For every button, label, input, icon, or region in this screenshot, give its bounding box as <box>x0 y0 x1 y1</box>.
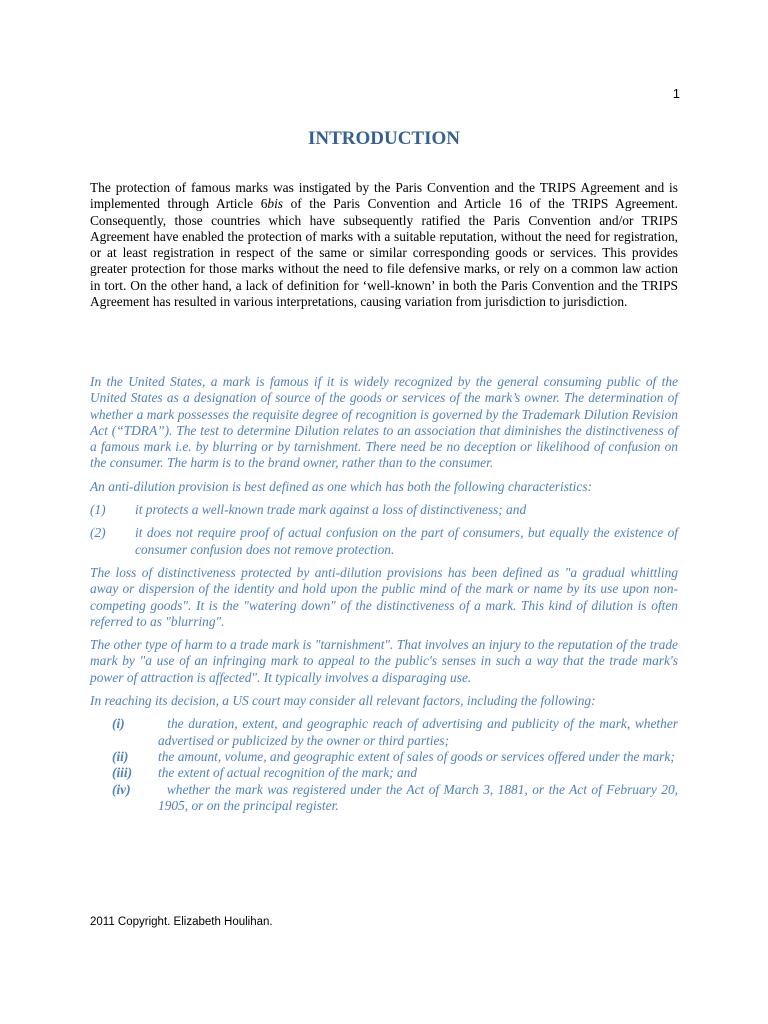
factor-item <box>90 765 678 781</box>
factor-item <box>90 781 682 815</box>
factor-number: (iii) <box>112 765 133 781</box>
factor-item <box>90 749 678 765</box>
intro-text-part2: of the Paris Convention and Article 16 of the TRIPS Agreement. Consequently, those countries which have subsequently ratified the Paris Convention and/or TRIPS Agreement have enabled the protection of marks with a suitable reputation, without the need for registration, or at least registration in respect of the same or similar corresponding goods or services. This provides greater protection for those marks without the need to file defensive marks, or rely on a common law action in tort. On the other hand, a lack of definition for ‘well-known’ in both the Paris Convention and the TRIPS Agreement has resulted in various interpretations, causing variation from jurisdiction to jurisdiction. <box>90 196 678 310</box>
characteristic-number: (1) <box>90 502 106 518</box>
intro-paragraph <box>90 180 678 310</box>
copyright-footer: 2011 Copyright. Elizabeth Houlihan. <box>90 916 273 928</box>
factor-number: (i) <box>112 716 125 732</box>
us-dilution-section <box>90 374 682 814</box>
page-number: 1 <box>672 86 680 101</box>
factor-text: the amount, volume, and geographic extent of sales of goods or services offered under the mark; <box>158 748 675 764</box>
us-paragraph-famous-mark: In the United States, a mark is famous if it is widely recognized by the general consuming public of the United States as a designation of source of the goods or services of the mark’s owner. The determination of whether a mark possesses the requisite degree of recognition is governed by the Trademark Dilution Revision Act (“TDRA”). The test to determine Dilution relates to an association that diminishes the distinctiveness of a famous mark i.e. by blurring or by tarnishment. There need be no deception or likelihood of confusion on the consumer. The harm is to the brand owner, rather than to the consumer. <box>90 374 678 471</box>
factor-text: the extent of actual recognition of the mark; and <box>158 765 418 781</box>
factor-text: whether the mark was registered under the Act of March 3, 1881, or the Act of February 20, 1905, or on the principal register. <box>158 781 682 813</box>
us-paragraph-anti-dilution: An anti-dilution provision is best defined as one which has both the following characteristics: <box>90 478 592 494</box>
factor-text: the duration, extent, and geographic reach of advertising and publicity of the mark, whether advertised or publicized by the owner or third parties; <box>158 716 682 748</box>
us-paragraph-tarnishment: The other type of harm to a trade mark is "tarnishment". That involves an injury to the reputation of the trade mark by "a use of an infringing mark to appeal to the public's senses in such a way that the trade mark's power of attraction is affected". It typically involves a disparaging use. <box>90 637 678 685</box>
us-paragraph-blurring: The loss of distinctiveness protected by anti-dilution provisions has been defined as "a gradual whittling away or dispersion of the identity and hold upon the public mind of the mark or name by its use upon non-competing goods". It is the "watering down" of the distinctiveness of a mark. This kind of dilution is often referred to as "blurring". <box>90 564 678 629</box>
characteristic-number: (2) <box>90 525 106 541</box>
factor-item <box>90 716 682 749</box>
us-paragraph-court-factors: In reaching its decision, a US court may consider all relevant factors, including the following: <box>90 693 596 709</box>
intro-text-part1: The protection of famous marks was instigated by the Paris Convention and the TRIPS Agreement and is implemented through Article 6 <box>90 180 678 212</box>
intro-text-italic: bis <box>267 196 284 212</box>
page-title: INTRODUCTION <box>307 128 461 149</box>
factor-number: (iv) <box>112 781 131 797</box>
factor-list <box>90 716 682 814</box>
characteristic-item <box>90 525 678 558</box>
factor-number: (ii) <box>112 748 129 764</box>
characteristic-text: it does not require proof of actual confusion on the part of consumers, but equally the existence of consumer confusion does not remove protection. <box>135 525 678 557</box>
characteristic-item <box>90 502 678 518</box>
characteristic-text: it protects a well-known trade mark against a loss of distinctiveness; and <box>135 502 527 518</box>
